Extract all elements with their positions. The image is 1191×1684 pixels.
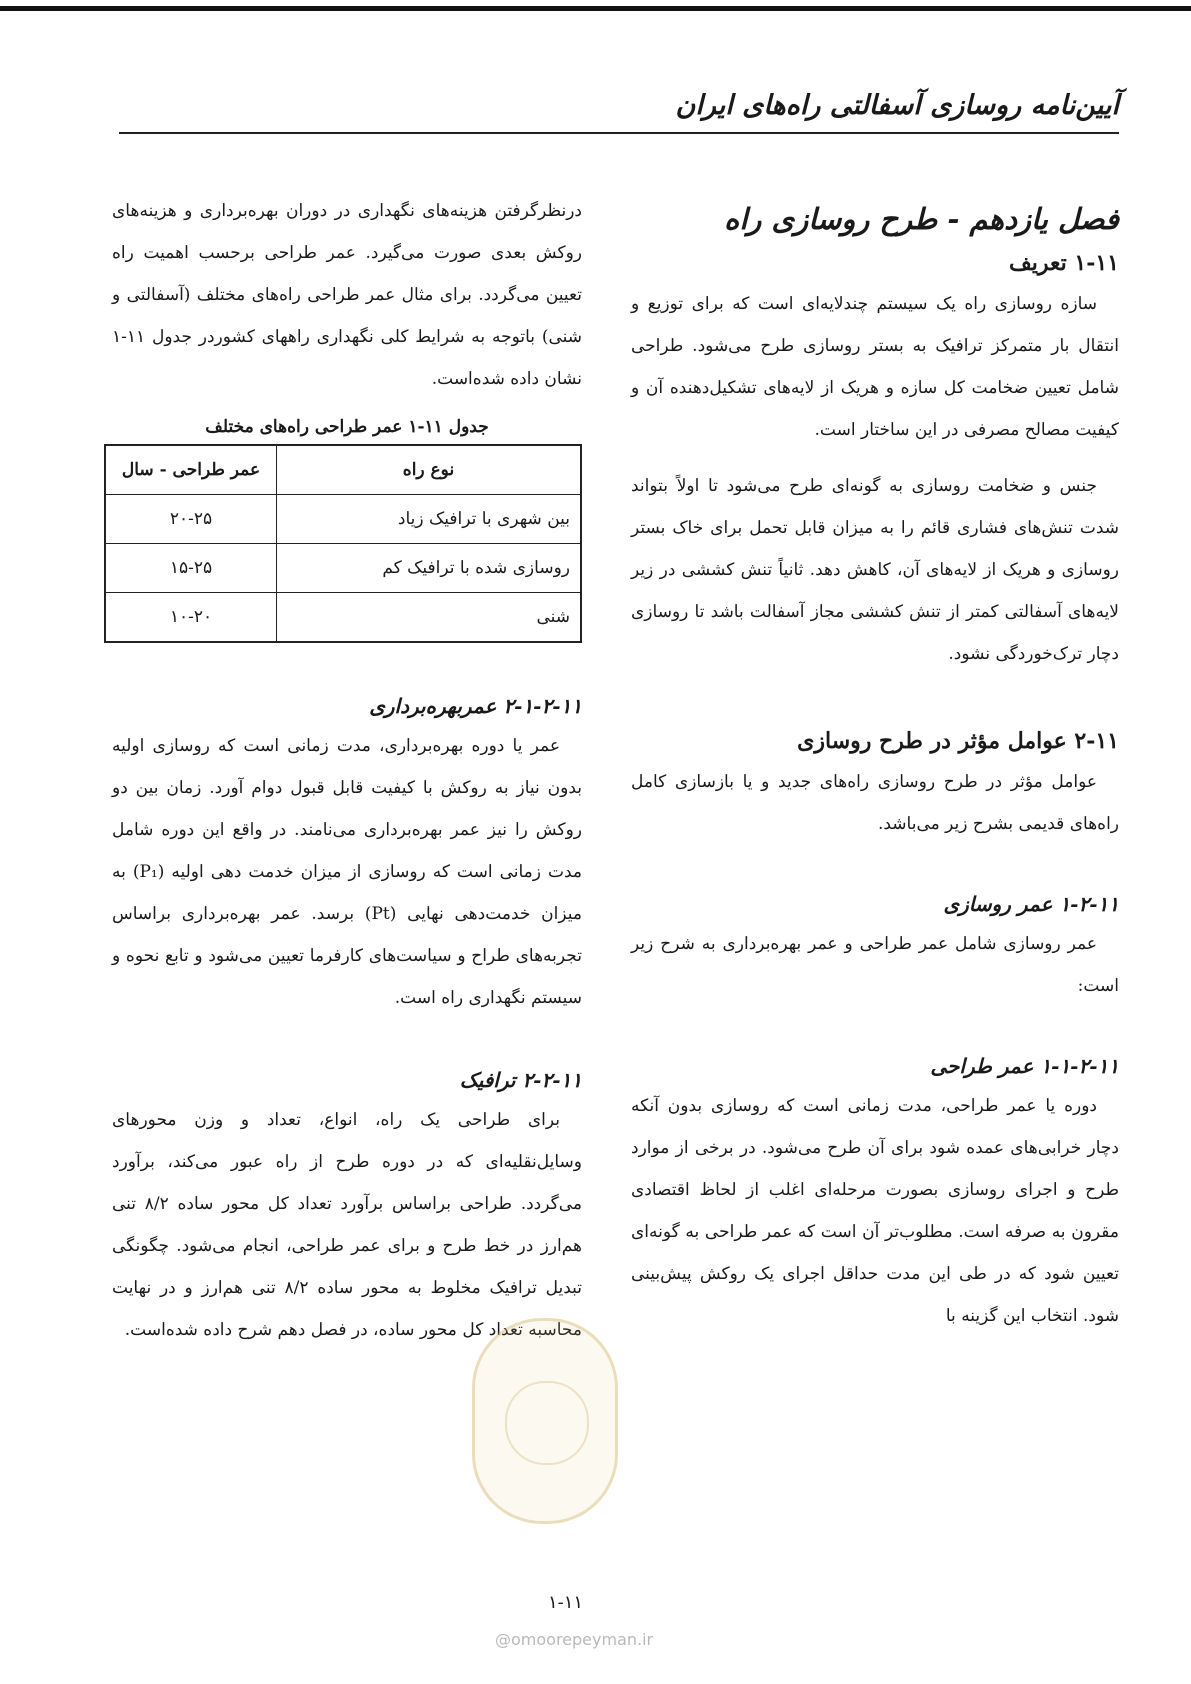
running-header <box>119 82 1119 134</box>
watermark-seal-inner <box>505 1381 589 1465</box>
section-heading-definition: ۱-۱۱ تعریف <box>1008 250 1119 276</box>
header-title: آیین‌نامه روسازی آسفالتی راه‌های ایران <box>675 90 1119 121</box>
table-row <box>105 593 581 643</box>
design-life-cell: ۱۰-۲۰ <box>105 593 277 643</box>
paragraph: درنظرگرفتن هزینه‌های نگهداری در دوران بهره‌برداری و هزینه‌های روکش بعدی صورت می‌گیرد. عمر طراحی برحسب اهمیت راه تعیین می‌گردد. برای مثال عمر طراحی راه‌های مختلف (آسفالتی و شنی) باتوجه به شرایط کلی نگهداری راههای کشوردر جدول ۱۱-۱ نشان داده شده‌است. <box>112 201 582 389</box>
chapter-title: فصل یازدهم - طرح روسازی راه <box>724 202 1119 236</box>
section-heading-traffic: ۲-۲-۱۱ ترافیک <box>459 1068 582 1092</box>
paragraph: جنس و ضخامت روسازی به گونه‌ای طرح می‌شود تا اولاً بتواند شدت تنش‌های فشاری قائم را به میزان قابل تحمل برای خاک بستر روسازی و هریک از لایه‌های آن، کاهش دهد. ثانیاً تنش کششی در زیر لایه‌های آسفالتی کمتر از تنش کششی مجاز آسفالت باشد تا روسازی دچار ترک‌خوردگی نشود. <box>631 476 1119 664</box>
table-header-row <box>105 445 581 495</box>
right-column <box>631 195 1119 1337</box>
watermark-seal <box>472 1318 618 1524</box>
paragraph: دوره یا عمر طراحی، مدت زمانی است که روسازی بدون آنکه دچار خرابی‌های عمده شود برای آن طرح می‌شود. در برخی از موارد طرح و اجرای روسازی بصورت مرحله‌ای اغلب از لحاظ اقتصادی مقرون به صرفه است. مطلوب‌تر آن است که عمر طراحی به گونه‌ای تعیین شود که در طی این مدت حداقل اجرای یک روکش پیش‌بینی شود. انتخاب این گزینه با <box>631 1096 1119 1326</box>
section-heading-design-life: ۱-۱-۲-۱۱ عمر طراحی <box>930 1054 1119 1078</box>
column-header-road-type: نوع راه <box>277 445 582 495</box>
road-type-cell: روسازی شده با ترافیک کم <box>277 544 582 593</box>
header-rule <box>119 132 1119 134</box>
paragraph: عوامل مؤثر در طرح روسازی راه‌های جدید و یا بازسازی کامل راه‌های قدیمی بشرح زیر می‌باشد. <box>631 772 1119 834</box>
paragraph: عمر یا دوره بهره‌برداری، مدت زمانی است که روسازی اولیه بدون نیاز به روکش با کیفیت قابل قبول دوام آورد. زمان بین دو روکش را نیز عمر بهره‌برداری می‌نامند. در واقع این دوره شامل مدت زمانی است که روسازی از میزان خدمت دهی اولیه (P₁) به میزان خدمت‌دهی نهایی (Pt) برسد. عمر بهره‌برداری براساس تجربه‌های طراح و سیاست‌های کارفرما تعیین می‌شود و تابع نحوه و سیستم نگهداری راه است. <box>112 736 583 1008</box>
section-heading-service-life: ۲-۱-۲-۱۱ عمربهره‌برداری <box>369 694 582 718</box>
road-type-cell: بین شهری با ترافیک زیاد <box>277 495 582 544</box>
top-border-bar <box>0 0 1191 14</box>
design-life-table <box>104 444 582 643</box>
watermark-text: @omoorepeyman.ir <box>495 1630 654 1649</box>
column-header-design-life: عمر طراحی - سال <box>105 445 277 495</box>
design-life-cell: ۲۰-۲۵ <box>105 495 277 544</box>
road-type-cell: شنی <box>277 593 582 643</box>
table-caption: جدول ۱۱-۱ عمر طراحی راه‌های مختلف <box>205 417 489 437</box>
design-life-cell: ۱۵-۲۵ <box>105 544 277 593</box>
section-heading-factors: ۲-۱۱ عوامل مؤثر در طرح روسازی <box>797 728 1119 754</box>
page-number: ۱-۱۱ <box>548 1592 584 1613</box>
paragraph: سازه روسازی راه یک سیستم چندلایه‌ای است که برای توزیع و انتقال بار متمرکز ترافیک به بستر روسازی طرح می‌شود. طراحی شامل تعیین ضخامت کل سازه و هریک از لایه‌های تشکیل‌دهنده آن و کیفیت مصالح مصرفی در این ساختار است. <box>631 294 1119 440</box>
table-row <box>105 544 581 593</box>
table-row <box>105 495 581 544</box>
left-column <box>112 190 582 1351</box>
section-heading-pavement-life: ۱-۲-۱۱ عمر روسازی <box>943 892 1119 916</box>
paragraph: برای طراحی یک راه، انواع، تعداد و وزن محورهای وسایل‌نقلیه‌ای که در دوره طرح از راه عبور می‌کند، برآورد می‌گردد. طراحی براساس برآورد تعداد کل محور ساده ۸/۲ تنی هم‌ارز در خط طرح و برای عمر طراحی، انجام می‌شود. چگونگی تبدیل ترافیک مخلوط به محور ساده ۸/۲ تنی هم‌ارز و در نهایت محاسبه تعداد کل محور ساده، در فصل دهم شرح داده شده‌است. <box>112 1110 582 1340</box>
paragraph: عمر روسازی شامل عمر طراحی و عمر بهره‌برداری به شرح زیر است: <box>631 934 1119 996</box>
